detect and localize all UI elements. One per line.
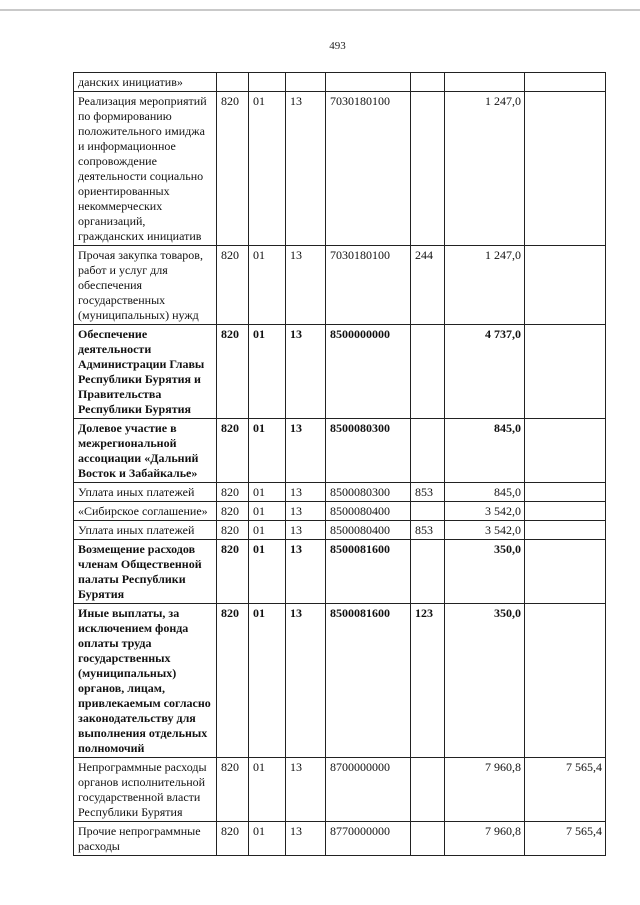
table-row <box>74 758 606 822</box>
budget-table-body <box>74 73 606 856</box>
row-section-cell: 01 <box>249 92 286 246</box>
row-target-article-cell: 8770000000 <box>326 822 411 856</box>
row-grbs-cell <box>217 73 249 92</box>
row-amount-1-cell: 1 247,0 <box>445 92 525 246</box>
row-amount-1-cell: 7 960,8 <box>445 758 525 822</box>
budget-table <box>73 72 606 856</box>
row-section-cell: 01 <box>249 521 286 540</box>
row-name-cell: Долевое участие в межрегиональной ассоциации «Дальний Восток и Забайкалье» <box>74 419 217 483</box>
page-number: 493 <box>329 40 346 52</box>
row-subsection-cell: 13 <box>286 822 326 856</box>
row-amount-1-cell: 845,0 <box>445 419 525 483</box>
row-subsection-cell: 13 <box>286 521 326 540</box>
row-grbs-cell: 820 <box>217 92 249 246</box>
row-amount-2-cell <box>525 246 606 325</box>
row-amount-2-cell <box>525 419 606 483</box>
row-expense-type-cell <box>411 325 445 419</box>
row-amount-1-cell: 4 737,0 <box>445 325 525 419</box>
row-amount-2-cell <box>525 521 606 540</box>
table-row <box>74 540 606 604</box>
row-name-cell: Уплата иных платежей <box>74 483 217 502</box>
row-amount-2-cell: 7 565,4 <box>525 758 606 822</box>
row-amount-2-cell <box>525 502 606 521</box>
row-name-cell: Возмещение расходов членам Общественной палаты Республики Бурятия <box>74 540 217 604</box>
row-expense-type-cell <box>411 822 445 856</box>
row-grbs-cell: 820 <box>217 246 249 325</box>
row-expense-type-cell: 244 <box>411 246 445 325</box>
row-expense-type-cell <box>411 73 445 92</box>
row-expense-type-cell: 123 <box>411 604 445 758</box>
row-section-cell: 01 <box>249 325 286 419</box>
table-row <box>74 73 606 92</box>
row-amount-1-cell: 7 960,8 <box>445 822 525 856</box>
row-grbs-cell: 820 <box>217 758 249 822</box>
row-subsection-cell: 13 <box>286 246 326 325</box>
table-row <box>74 419 606 483</box>
row-name-cell: данских инициатив» <box>74 73 217 92</box>
row-subsection-cell <box>286 73 326 92</box>
row-target-article-cell <box>326 73 411 92</box>
row-target-article-cell: 8700000000 <box>326 758 411 822</box>
row-grbs-cell: 820 <box>217 540 249 604</box>
row-subsection-cell: 13 <box>286 483 326 502</box>
row-name-cell: «Сибирское соглашение» <box>74 502 217 521</box>
row-amount-2-cell <box>525 92 606 246</box>
row-target-article-cell: 8500081600 <box>326 604 411 758</box>
table-row <box>74 502 606 521</box>
table-row <box>74 521 606 540</box>
row-target-article-cell: 8500000000 <box>326 325 411 419</box>
row-amount-2-cell <box>525 540 606 604</box>
row-section-cell: 01 <box>249 540 286 604</box>
row-expense-type-cell <box>411 92 445 246</box>
row-subsection-cell: 13 <box>286 325 326 419</box>
row-grbs-cell: 820 <box>217 604 249 758</box>
row-name-cell: Прочая закупка товаров, работ и услуг для обеспечения государственных (муниципальных) нужд <box>74 246 217 325</box>
row-section-cell: 01 <box>249 246 286 325</box>
row-amount-2-cell <box>525 325 606 419</box>
row-grbs-cell: 820 <box>217 521 249 540</box>
row-subsection-cell: 13 <box>286 604 326 758</box>
row-target-article-cell: 7030180100 <box>326 92 411 246</box>
table-row <box>74 822 606 856</box>
row-grbs-cell: 820 <box>217 419 249 483</box>
table-row <box>74 483 606 502</box>
row-subsection-cell: 13 <box>286 502 326 521</box>
row-target-article-cell: 8500080300 <box>326 419 411 483</box>
row-amount-1-cell: 3 542,0 <box>445 502 525 521</box>
row-expense-type-cell <box>411 540 445 604</box>
row-subsection-cell: 13 <box>286 758 326 822</box>
row-target-article-cell: 8500080300 <box>326 483 411 502</box>
table-row <box>74 604 606 758</box>
row-amount-2-cell <box>525 483 606 502</box>
row-section-cell: 01 <box>249 758 286 822</box>
row-amount-1-cell: 845,0 <box>445 483 525 502</box>
scan-top-rule <box>0 9 640 11</box>
row-amount-1-cell: 350,0 <box>445 540 525 604</box>
row-target-article-cell: 7030180100 <box>326 246 411 325</box>
table-row <box>74 92 606 246</box>
row-name-cell: Обеспечение деятельности Администрации Главы Республики Бурятия и Правительства Республики Бурятия <box>74 325 217 419</box>
row-section-cell: 01 <box>249 483 286 502</box>
row-name-cell: Реализация мероприятий по формированию положительного имиджа и информационное сопровождение деятельности социально ориентированных некоммерческих организаций, гражданских инициатив <box>74 92 217 246</box>
row-section-cell: 01 <box>249 822 286 856</box>
row-subsection-cell: 13 <box>286 419 326 483</box>
row-name-cell: Прочие непрограммные расходы <box>74 822 217 856</box>
row-section-cell: 01 <box>249 419 286 483</box>
row-expense-type-cell: 853 <box>411 483 445 502</box>
table-row <box>74 246 606 325</box>
row-amount-1-cell: 3 542,0 <box>445 521 525 540</box>
row-expense-type-cell <box>411 419 445 483</box>
row-grbs-cell: 820 <box>217 325 249 419</box>
row-amount-2-cell: 7 565,4 <box>525 822 606 856</box>
row-amount-2-cell <box>525 73 606 92</box>
row-section-cell: 01 <box>249 502 286 521</box>
row-amount-2-cell <box>525 604 606 758</box>
row-name-cell: Непрограммные расходы органов исполнительной государственной власти Республики Бурятия <box>74 758 217 822</box>
row-target-article-cell: 8500080400 <box>326 502 411 521</box>
row-name-cell: Иные выплаты, за исключением фонда оплаты труда государственных (муниципальных) органов, лицам, привлекаемым согласно законодательству для выполнения отдельных полномочий <box>74 604 217 758</box>
row-section-cell <box>249 73 286 92</box>
row-subsection-cell: 13 <box>286 92 326 246</box>
row-grbs-cell: 820 <box>217 483 249 502</box>
row-grbs-cell: 820 <box>217 822 249 856</box>
row-name-cell: Уплата иных платежей <box>74 521 217 540</box>
row-grbs-cell: 820 <box>217 502 249 521</box>
row-amount-1-cell <box>445 73 525 92</box>
row-expense-type-cell <box>411 502 445 521</box>
row-amount-1-cell: 350,0 <box>445 604 525 758</box>
row-target-article-cell: 8500081600 <box>326 540 411 604</box>
row-expense-type-cell: 853 <box>411 521 445 540</box>
table-row <box>74 325 606 419</box>
row-amount-1-cell: 1 247,0 <box>445 246 525 325</box>
row-section-cell: 01 <box>249 604 286 758</box>
row-target-article-cell: 8500080400 <box>326 521 411 540</box>
row-subsection-cell: 13 <box>286 540 326 604</box>
row-expense-type-cell <box>411 758 445 822</box>
